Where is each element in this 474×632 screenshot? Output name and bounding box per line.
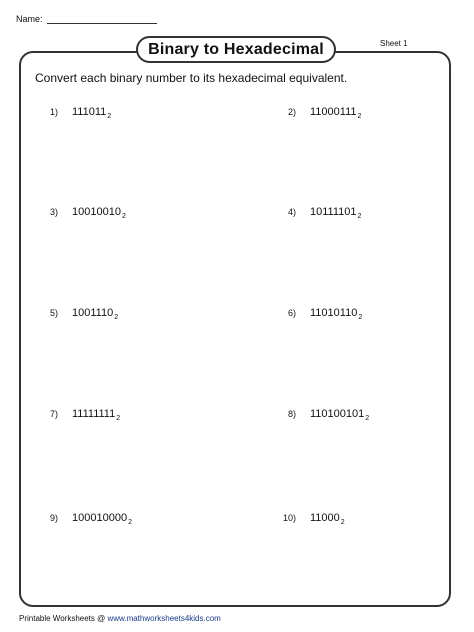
- problem-number: 7): [50, 409, 59, 419]
- base-subscript: 2: [357, 213, 362, 220]
- binary-number: $111011_2$: [72, 106, 112, 120]
- base-subscript: 2: [128, 519, 132, 526]
- problem-number: 6): [288, 308, 297, 318]
- problem-5: [50, 307, 118, 321]
- binary-number: $10010010_2$: [72, 206, 126, 220]
- base-subscript: 2: [114, 314, 119, 321]
- base-subscript: 2: [340, 519, 345, 526]
- name-label: Name:: [16, 14, 43, 24]
- problem-9: [50, 512, 132, 526]
- problem-6: [288, 307, 362, 321]
- footer-prefix: Printable Worksheets @: [19, 614, 108, 623]
- binary-number: $1001110_2$: [72, 307, 119, 321]
- instruction-text: Convert each binary number to its hexadecimal equivalent.: [35, 71, 348, 85]
- base-subscript: 2: [121, 213, 126, 220]
- problem-8: [288, 408, 369, 422]
- name-row: [16, 14, 157, 24]
- problem-3: [50, 206, 126, 220]
- binary-number: $110100101_2$: [310, 408, 370, 422]
- binary-number: $11000111_2$: [310, 106, 362, 120]
- binary-number: $11111111_2$: [72, 408, 121, 422]
- problem-10: [283, 512, 345, 526]
- footer: [19, 614, 221, 623]
- worksheet-title: Binary to Hexadecimal: [136, 36, 336, 63]
- problem-number: 5): [50, 308, 59, 318]
- problem-2: [288, 106, 361, 120]
- problem-number: 1): [50, 107, 59, 117]
- problem-1: [50, 106, 111, 120]
- base-subscript: 2: [357, 113, 362, 120]
- base-subscript: 2: [107, 113, 112, 120]
- problem-number: 9): [50, 513, 59, 523]
- problem-number: 3): [50, 207, 59, 217]
- name-field[interactable]: [47, 14, 157, 24]
- problem-number: 4): [288, 207, 297, 217]
- problem-number: 2): [288, 107, 297, 117]
- footer-link[interactable]: www.mathworksheets4kids.com: [107, 614, 221, 623]
- binary-number: $10111101_2$: [310, 206, 362, 220]
- binary-number: $11010110_2$: [310, 307, 363, 321]
- problem-7: [50, 408, 120, 422]
- problem-4: [288, 206, 361, 220]
- base-subscript: 2: [365, 415, 370, 422]
- base-subscript: 2: [358, 314, 363, 321]
- binary-number: $11000_2$: [310, 512, 345, 526]
- problem-number: 8): [288, 409, 297, 419]
- problem-number: 10): [283, 513, 297, 523]
- binary-number: $100010000_2$: [72, 512, 132, 526]
- base-subscript: 2: [116, 415, 121, 422]
- sheet-label: Sheet 1: [380, 39, 408, 48]
